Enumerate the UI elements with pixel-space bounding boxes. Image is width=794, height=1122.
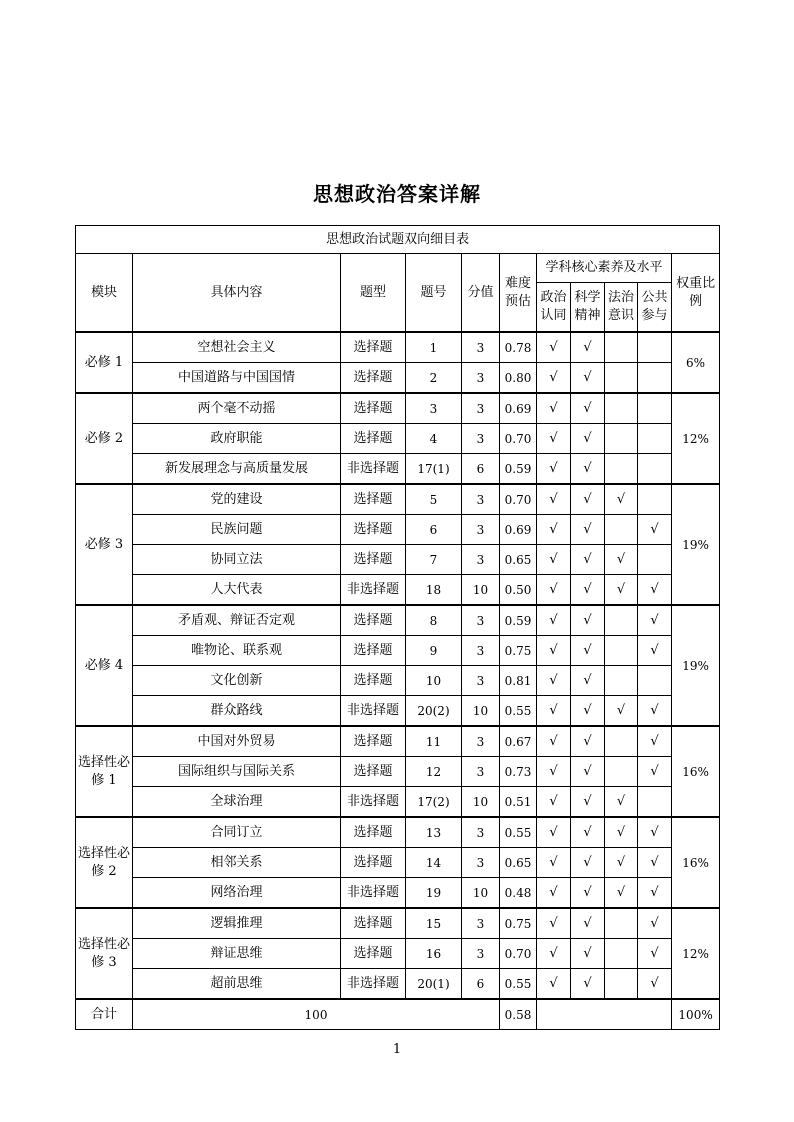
check-icon: √ <box>571 605 605 636</box>
content-cell: 文化创新 <box>133 666 341 696</box>
weight-cell: 19% <box>672 484 720 605</box>
header-scientific-spirit: 科学精神 <box>571 283 605 333</box>
question-type-cell: 选择题 <box>341 605 406 636</box>
total-row <box>76 999 720 1030</box>
header-public-participation: 公共参与 <box>638 283 672 333</box>
rule-of-law-cell <box>605 393 638 424</box>
rule-of-law-cell <box>605 969 638 1000</box>
question-type-cell: 非选择题 <box>341 787 406 818</box>
check-icon: √ <box>638 636 672 666</box>
difficulty-cell: 0.55 <box>500 817 537 848</box>
question-type-cell: 选择题 <box>341 726 406 757</box>
content-cell: 中国对外贸易 <box>133 726 341 757</box>
content-cell: 政府职能 <box>133 424 341 454</box>
check-icon: √ <box>571 332 605 363</box>
question-number-cell: 7 <box>406 545 462 575</box>
difficulty-cell: 0.69 <box>500 393 537 424</box>
check-icon: √ <box>605 696 638 727</box>
table-row <box>76 636 720 666</box>
difficulty-cell: 0.81 <box>500 666 537 696</box>
public-participation-cell <box>638 545 672 575</box>
check-icon: √ <box>571 545 605 575</box>
question-type-cell: 选择题 <box>341 908 406 939</box>
check-icon: √ <box>537 424 571 454</box>
total-score: 100 <box>133 999 500 1030</box>
content-cell: 两个毫不动摇 <box>133 393 341 424</box>
score-cell: 3 <box>462 636 500 666</box>
check-icon: √ <box>571 424 605 454</box>
check-icon: √ <box>638 817 672 848</box>
score-cell: 3 <box>462 363 500 394</box>
table-row <box>76 454 720 485</box>
check-icon: √ <box>638 515 672 545</box>
table-row <box>76 545 720 575</box>
question-type-cell: 选择题 <box>341 636 406 666</box>
rule-of-law-cell <box>605 939 638 969</box>
difficulty-cell: 0.73 <box>500 757 537 787</box>
check-icon: √ <box>638 848 672 878</box>
content-cell: 辩证思维 <box>133 939 341 969</box>
check-icon: √ <box>571 666 605 696</box>
check-icon: √ <box>537 605 571 636</box>
module-cell: 必修 4 <box>76 605 133 726</box>
check-icon: √ <box>638 696 672 727</box>
check-icon: √ <box>537 454 571 485</box>
rule-of-law-cell <box>605 908 638 939</box>
check-icon: √ <box>571 454 605 485</box>
weight-cell: 12% <box>672 393 720 484</box>
question-number-cell: 17(2) <box>406 787 462 818</box>
content-cell: 民族问题 <box>133 515 341 545</box>
score-cell: 3 <box>462 515 500 545</box>
score-cell: 10 <box>462 696 500 727</box>
weight-cell: 16% <box>672 726 720 817</box>
public-participation-cell <box>638 332 672 363</box>
content-cell: 相邻关系 <box>133 848 341 878</box>
check-icon: √ <box>638 605 672 636</box>
weight-cell: 16% <box>672 817 720 908</box>
check-icon: √ <box>537 757 571 787</box>
difficulty-cell: 0.69 <box>500 515 537 545</box>
question-number-cell: 20(1) <box>406 969 462 1000</box>
question-type-cell: 非选择题 <box>341 878 406 909</box>
difficulty-cell: 0.70 <box>500 939 537 969</box>
question-type-cell: 选择题 <box>341 666 406 696</box>
question-type-cell: 选择题 <box>341 332 406 363</box>
score-cell: 3 <box>462 666 500 696</box>
question-number-cell: 11 <box>406 726 462 757</box>
rule-of-law-cell <box>605 363 638 394</box>
difficulty-cell: 0.55 <box>500 696 537 727</box>
rule-of-law-cell <box>605 757 638 787</box>
check-icon: √ <box>571 484 605 515</box>
difficulty-cell: 0.75 <box>500 908 537 939</box>
check-icon: √ <box>537 575 571 606</box>
check-icon: √ <box>605 484 638 515</box>
question-number-cell: 13 <box>406 817 462 848</box>
check-icon: √ <box>537 817 571 848</box>
two-way-specification-table <box>75 225 720 1030</box>
question-type-cell: 非选择题 <box>341 454 406 485</box>
check-icon: √ <box>537 515 571 545</box>
table-row <box>76 908 720 939</box>
score-cell: 3 <box>462 393 500 424</box>
score-cell: 10 <box>462 787 500 818</box>
question-type-cell: 非选择题 <box>341 575 406 606</box>
score-cell: 3 <box>462 908 500 939</box>
check-icon: √ <box>571 939 605 969</box>
content-cell: 合同订立 <box>133 817 341 848</box>
content-cell: 逻辑推理 <box>133 908 341 939</box>
content-cell: 空想社会主义 <box>133 332 341 363</box>
check-icon: √ <box>537 666 571 696</box>
module-cell: 选择性必修 3 <box>76 908 133 999</box>
question-type-cell: 选择题 <box>341 424 406 454</box>
table-row <box>76 757 720 787</box>
content-cell: 超前思维 <box>133 969 341 1000</box>
question-number-cell: 2 <box>406 363 462 394</box>
question-number-cell: 4 <box>406 424 462 454</box>
module-cell: 必修 3 <box>76 484 133 605</box>
check-icon: √ <box>537 848 571 878</box>
difficulty-cell: 0.67 <box>500 726 537 757</box>
header-political-identity: 政治认同 <box>537 283 571 333</box>
check-icon: √ <box>638 757 672 787</box>
header-question-number: 题号 <box>406 254 462 333</box>
table-caption: 思想政治试题双向细目表 <box>76 226 720 254</box>
score-cell: 3 <box>462 817 500 848</box>
public-participation-cell <box>638 484 672 515</box>
content-cell: 协同立法 <box>133 545 341 575</box>
difficulty-cell: 0.59 <box>500 454 537 485</box>
document-title: 思想政治答案详解 <box>313 182 481 206</box>
check-icon: √ <box>571 908 605 939</box>
score-cell: 10 <box>462 575 500 606</box>
table-row <box>76 878 720 909</box>
score-cell: 3 <box>462 726 500 757</box>
header-content: 具体内容 <box>133 254 341 333</box>
content-cell: 网络治理 <box>133 878 341 909</box>
table-row <box>76 424 720 454</box>
question-number-cell: 10 <box>406 666 462 696</box>
check-icon: √ <box>605 878 638 909</box>
question-number-cell: 18 <box>406 575 462 606</box>
check-icon: √ <box>638 939 672 969</box>
header-module: 模块 <box>76 254 133 333</box>
score-cell: 3 <box>462 605 500 636</box>
question-type-cell: 选择题 <box>341 939 406 969</box>
total-literacy-blank <box>537 999 672 1030</box>
score-cell: 3 <box>462 484 500 515</box>
difficulty-cell: 0.70 <box>500 484 537 515</box>
question-type-cell: 选择题 <box>341 757 406 787</box>
question-number-cell: 3 <box>406 393 462 424</box>
difficulty-cell: 0.55 <box>500 969 537 1000</box>
question-number-cell: 20(2) <box>406 696 462 727</box>
header-rule-of-law: 法治意识 <box>605 283 638 333</box>
check-icon: √ <box>537 484 571 515</box>
score-cell: 3 <box>462 424 500 454</box>
content-cell: 新发展理念与高质量发展 <box>133 454 341 485</box>
weight-cell: 19% <box>672 605 720 726</box>
rule-of-law-cell <box>605 726 638 757</box>
header-score: 分值 <box>462 254 500 333</box>
table-row <box>76 363 720 394</box>
check-icon: √ <box>537 878 571 909</box>
check-icon: √ <box>638 726 672 757</box>
rule-of-law-cell <box>605 636 638 666</box>
content-cell: 人大代表 <box>133 575 341 606</box>
rule-of-law-cell <box>605 454 638 485</box>
rule-of-law-cell <box>605 424 638 454</box>
check-icon: √ <box>537 969 571 1000</box>
weight-cell: 6% <box>672 332 720 393</box>
public-participation-cell <box>638 666 672 696</box>
check-icon: √ <box>605 817 638 848</box>
check-icon: √ <box>537 939 571 969</box>
check-icon: √ <box>571 363 605 394</box>
check-icon: √ <box>605 848 638 878</box>
check-icon: √ <box>571 515 605 545</box>
difficulty-cell: 0.65 <box>500 848 537 878</box>
check-icon: √ <box>638 878 672 909</box>
question-type-cell: 选择题 <box>341 817 406 848</box>
table-row <box>76 484 720 515</box>
question-number-cell: 16 <box>406 939 462 969</box>
difficulty-cell: 0.65 <box>500 545 537 575</box>
check-icon: √ <box>605 787 638 818</box>
header-weight: 权重比例 <box>672 254 720 333</box>
check-icon: √ <box>638 969 672 1000</box>
check-icon: √ <box>605 545 638 575</box>
table-row <box>76 726 720 757</box>
question-type-cell: 选择题 <box>341 393 406 424</box>
score-cell: 3 <box>462 939 500 969</box>
page-number: 1 <box>392 1042 402 1057</box>
question-type-cell: 非选择题 <box>341 969 406 1000</box>
check-icon: √ <box>537 696 571 727</box>
module-cell: 选择性必修 2 <box>76 817 133 908</box>
check-icon: √ <box>571 393 605 424</box>
check-icon: √ <box>571 969 605 1000</box>
check-icon: √ <box>571 878 605 909</box>
question-number-cell: 17(1) <box>406 454 462 485</box>
difficulty-cell: 0.75 <box>500 636 537 666</box>
check-icon: √ <box>638 575 672 606</box>
check-icon: √ <box>605 575 638 606</box>
check-icon: √ <box>537 363 571 394</box>
question-type-cell: 选择题 <box>341 515 406 545</box>
public-participation-cell <box>638 424 672 454</box>
table-row <box>76 332 720 363</box>
rule-of-law-cell <box>605 666 638 696</box>
header-question-type: 题型 <box>341 254 406 333</box>
check-icon: √ <box>537 726 571 757</box>
table-row <box>76 817 720 848</box>
check-icon: √ <box>537 545 571 575</box>
check-icon: √ <box>537 393 571 424</box>
table-row <box>76 515 720 545</box>
table-row <box>76 575 720 606</box>
question-type-cell: 选择题 <box>341 848 406 878</box>
table-row <box>76 787 720 818</box>
content-cell: 群众路线 <box>133 696 341 727</box>
rule-of-law-cell <box>605 332 638 363</box>
module-cell: 必修 2 <box>76 393 133 484</box>
table-row <box>76 969 720 1000</box>
question-number-cell: 8 <box>406 605 462 636</box>
score-cell: 6 <box>462 969 500 1000</box>
question-type-cell: 选择题 <box>341 545 406 575</box>
public-participation-cell <box>638 454 672 485</box>
difficulty-cell: 0.48 <box>500 878 537 909</box>
table-row <box>76 696 720 727</box>
difficulty-cell: 0.51 <box>500 787 537 818</box>
module-cell: 必修 1 <box>76 332 133 393</box>
check-icon: √ <box>537 787 571 818</box>
question-number-cell: 1 <box>406 332 462 363</box>
check-icon: √ <box>571 757 605 787</box>
score-cell: 3 <box>462 757 500 787</box>
question-type-cell: 非选择题 <box>341 696 406 727</box>
score-cell: 3 <box>462 332 500 363</box>
table-row <box>76 666 720 696</box>
content-cell: 中国道路与中国国情 <box>133 363 341 394</box>
header-core-literacy: 学科核心素养及水平 <box>537 254 672 283</box>
check-icon: √ <box>537 332 571 363</box>
check-icon: √ <box>571 817 605 848</box>
check-icon: √ <box>571 787 605 818</box>
rule-of-law-cell <box>605 515 638 545</box>
public-participation-cell <box>638 363 672 394</box>
question-type-cell: 选择题 <box>341 363 406 394</box>
content-cell: 矛盾观、辩证否定观 <box>133 605 341 636</box>
difficulty-cell: 0.78 <box>500 332 537 363</box>
score-cell: 3 <box>462 545 500 575</box>
table-row <box>76 848 720 878</box>
total-label: 合计 <box>76 999 133 1030</box>
weight-cell: 12% <box>672 908 720 999</box>
score-cell: 6 <box>462 454 500 485</box>
question-number-cell: 14 <box>406 848 462 878</box>
question-number-cell: 5 <box>406 484 462 515</box>
check-icon: √ <box>537 908 571 939</box>
check-icon: √ <box>571 848 605 878</box>
question-number-cell: 19 <box>406 878 462 909</box>
check-icon: √ <box>537 636 571 666</box>
difficulty-cell: 0.59 <box>500 605 537 636</box>
score-cell: 3 <box>462 848 500 878</box>
check-icon: √ <box>571 575 605 606</box>
difficulty-cell: 0.70 <box>500 424 537 454</box>
score-cell: 10 <box>462 878 500 909</box>
check-icon: √ <box>571 726 605 757</box>
table-row <box>76 393 720 424</box>
difficulty-cell: 0.80 <box>500 363 537 394</box>
header-difficulty: 难度预估 <box>500 254 537 333</box>
question-number-cell: 12 <box>406 757 462 787</box>
public-participation-cell <box>638 393 672 424</box>
total-difficulty: 0.58 <box>500 999 537 1030</box>
question-number-cell: 9 <box>406 636 462 666</box>
public-participation-cell <box>638 787 672 818</box>
check-icon: √ <box>571 696 605 727</box>
content-cell: 全球治理 <box>133 787 341 818</box>
module-cell: 选择性必修 1 <box>76 726 133 817</box>
content-cell: 党的建设 <box>133 484 341 515</box>
table-row <box>76 605 720 636</box>
check-icon: √ <box>638 908 672 939</box>
total-weight: 100% <box>672 999 720 1030</box>
question-number-cell: 6 <box>406 515 462 545</box>
question-number-cell: 15 <box>406 908 462 939</box>
question-type-cell: 选择题 <box>341 484 406 515</box>
difficulty-cell: 0.50 <box>500 575 537 606</box>
table-row <box>76 939 720 969</box>
content-cell: 国际组织与国际关系 <box>133 757 341 787</box>
content-cell: 唯物论、联系观 <box>133 636 341 666</box>
rule-of-law-cell <box>605 605 638 636</box>
check-icon: √ <box>571 636 605 666</box>
